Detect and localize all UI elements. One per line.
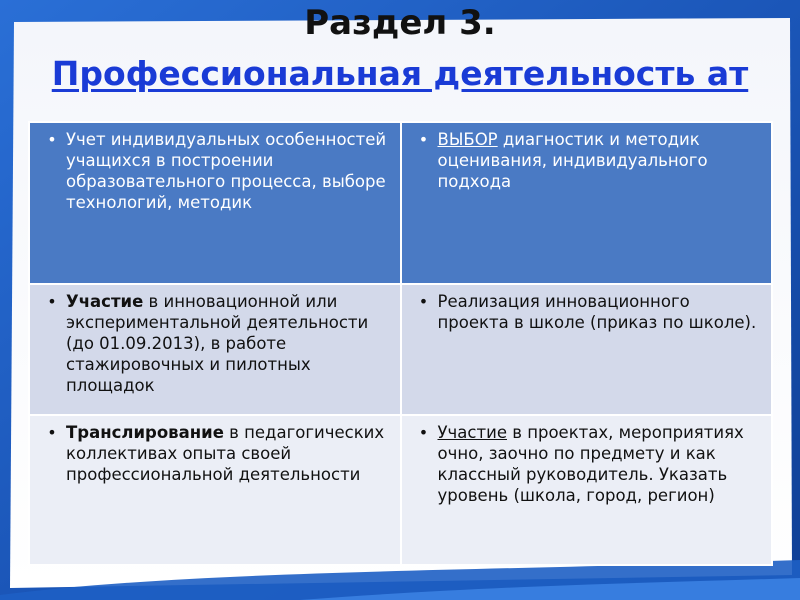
bullet-icon: •: [418, 130, 429, 149]
cell-text: в инновационной или экспериментальной деятельности (до 01.09.2013), в работе стажировочных и пилотных площадок: [66, 292, 369, 395]
slide-subtitle-link[interactable]: Профессиональная деятельность ат: [51, 54, 749, 93]
cell-text: Реализация инновационного проекта в школе (приказ по школе).: [437, 292, 757, 332]
table-cell: [29, 415, 401, 565]
cell-text: в педагогических коллективах опыта своей профессиональной деятельности: [66, 423, 385, 484]
table-row: [29, 415, 772, 565]
bullet-icon: •: [418, 292, 429, 311]
list-item: [410, 422, 762, 506]
table-cell: [401, 284, 773, 415]
slide-title: Раздел 3.: [304, 3, 496, 43]
list-item: [38, 291, 390, 396]
bullet-icon: •: [47, 292, 57, 311]
bullet-icon: •: [47, 423, 57, 442]
table-cell: [401, 415, 773, 565]
list-item: [38, 129, 390, 213]
list-item: [38, 422, 390, 485]
table-cell: [29, 284, 401, 415]
cell-text: в проектах, мероприятиях очно, заочно по предмету и как классный руководитель. Указать уровень (школа, город, регион): [437, 423, 744, 505]
cell-text-emphasis: Транслирование: [66, 423, 224, 442]
table-cell: [401, 122, 773, 284]
table-cell: [29, 122, 401, 284]
cell-text-emphasis: ВЫБОР: [437, 130, 498, 149]
cell-text: Учет индивидуальных особенностей учащихся в построении образовательного процесса, выборе технологий, методик: [66, 130, 387, 212]
list-item: [410, 291, 762, 333]
list-item: [410, 129, 762, 192]
criteria-table: [28, 121, 773, 566]
cell-text: диагностик и методик оценивания, индивидуального подхода: [437, 130, 708, 191]
cell-text-emphasis: Участие: [66, 292, 144, 311]
table-row: [29, 122, 772, 284]
table-row: [29, 284, 772, 415]
bullet-icon: •: [47, 130, 57, 149]
cell-text-emphasis: Участие: [437, 423, 507, 442]
bullet-icon: •: [418, 423, 429, 442]
